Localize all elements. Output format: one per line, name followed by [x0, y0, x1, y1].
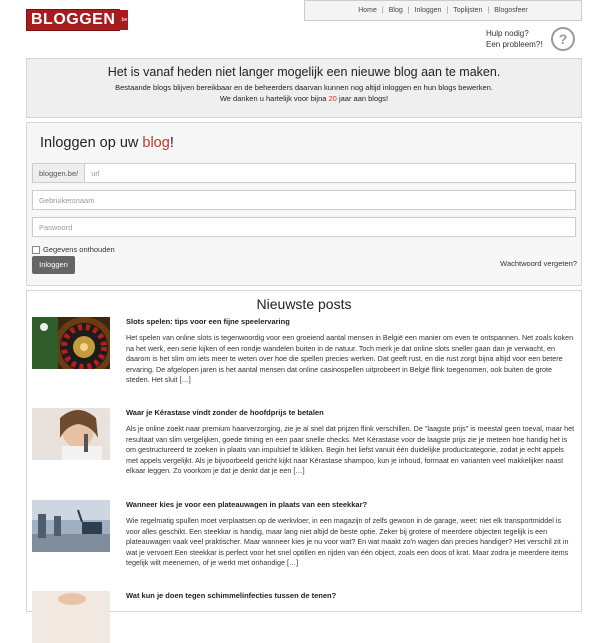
url-prefix: bloggen.be/ — [33, 164, 85, 182]
nav-blog-link[interactable]: Blog — [388, 7, 403, 14]
remember-checkbox[interactable] — [32, 246, 40, 254]
password-placeholder: Paswoord — [39, 222, 73, 232]
login-title-blog: blog — [142, 135, 170, 151]
username-input[interactable] — [32, 190, 576, 210]
login-title — [40, 135, 174, 151]
nav-separator: | — [381, 7, 384, 14]
notice-box — [26, 58, 582, 118]
post-title[interactable]: Wanneer kies je voor een plateauwagen in plaats van een steekkar? — [126, 500, 368, 509]
remember-me[interactable] — [32, 245, 115, 254]
help-link[interactable] — [486, 28, 542, 50]
login-title-start: Inloggen op uw — [40, 135, 143, 151]
help-line-2: Een probleem?! — [486, 40, 543, 49]
post-excerpt: Als je online zoekt naar premium haarverzorging, zie je al snel dat prijzen flink verschillen. De "laagste prijs" is meestal geen toeval, maar het resultaat van slim vergelijken, goede timing en een paar snelle checks. Met Kérastase voor de laagste prijs zie je meteen hoe handig het is om gestructureerd te zoeken in plaats van impulsief te klikken. Begin het liefst vanuit één duidelijke productcategorie, zodat je echt appels met appels vergelijkt. Als je bijvoorbeeld gericht kijkt naar Kérastase shampoo, kun je inhoud, formaat en varianten veel makkelijker naast elkaar leggen. Zo voorkom je dat je denkt dat je een […] — [126, 424, 575, 475]
nav-home-link[interactable]: Home — [358, 7, 377, 14]
login-panel — [26, 122, 582, 286]
nav-blogosphere-link[interactable]: Blogosfeer — [494, 7, 528, 14]
notice-line-2-end: jaar aan blogs! — [336, 94, 389, 103]
login-button[interactable]: Inloggen — [32, 256, 75, 274]
logo-suffix: .be — [119, 10, 128, 30]
nav-toplists-link[interactable]: Toplijsten — [453, 7, 483, 14]
site-logo[interactable] — [26, 10, 128, 30]
latest-posts — [26, 290, 582, 612]
question-icon[interactable]: ? — [551, 27, 575, 51]
nav-separator: | — [487, 7, 490, 14]
url-input[interactable]: url — [91, 168, 100, 178]
username-placeholder: Gebruikersnaam — [39, 195, 95, 205]
notice-line-2-start: We danken u hartelijk voor bijna — [219, 94, 329, 103]
post-excerpt: Het spelen van online slots is tegenwoordig voor een groeiend aantal mensen in België een manier om even te ontspannen. Net zoals koken na het werk, een serie kijken of een rondje wandelen buiten in de natuur. Toch merk je dat online slots sneller gaan dan je verwacht, en daarom is het slim om iets meer te weten over hoe die spellen precies werken. Dat geeft rust, en die rust zorgt bijna altijd voor een betere ervaring. De afgelopen jaren is het aantal mensen dat online casinospellen uitprobeert in België flink toegenomen, ook buiten de grote steden. Het sluit […] — [126, 333, 574, 384]
notice-line-1: Bestaande blogs blijven bereikbaar en de beheerders daarvan kunnen nog altijd inloggen en hun blogs bewerken. — [115, 83, 493, 92]
post-thumbnail-haircare[interactable] — [32, 408, 110, 460]
post-thumbnail-warehouse[interactable] — [32, 500, 110, 552]
post-thumbnail-feet[interactable] — [32, 591, 110, 643]
post-excerpt: Wie regelmatig spullen moet verplaatsen op de werkvloer, in een magazijn of zelfs gewoon in de garage, weet: niet elk transportmiddel is voor alles geschikt. Een steekkar is handig, maar lang niet altijd de beste optie. Zeker bij grotere of meerdere objecten tegelijk is een plateauwagen vaak veel praktischer. Maar wanneer kies je nu voor wat? En wat maakt zo'n wagen dan precies handiger? Het verschil zit in wat je vervoert Een steekkar is perfect voor het snel optillen en rijden van één object, zoals een doos of krat. Maar zodra je meerdere items tegelijk wilt meenemen, of je werkt met onhandige […] — [126, 516, 569, 567]
post-title[interactable]: Wat kun je doen tegen schimmelinfecties tussen de tenen? — [126, 591, 337, 600]
forgot-password-link[interactable]: Wachtwoord vergeten? — [500, 259, 577, 268]
remember-label: Gegevens onthouden — [43, 245, 115, 254]
blog-url-field[interactable] — [32, 163, 576, 183]
notice-years: 20 — [328, 94, 337, 103]
top-navigation — [304, 0, 582, 21]
password-input[interactable] — [32, 217, 576, 237]
nav-separator: | — [446, 7, 449, 14]
post-thumbnail-roulette[interactable] — [32, 317, 110, 369]
nav-login-link[interactable]: Inloggen — [414, 7, 442, 14]
login-title-end: ! — [169, 135, 174, 151]
post-title[interactable]: Waar je Kérastase vindt zonder de hoofdprijs te betalen — [126, 408, 324, 417]
posts-heading: Nieuwste posts — [256, 296, 352, 312]
help-line-1: Hulp nodig? — [486, 29, 529, 38]
notice-title: Het is vanaf heden niet langer mogelijk een nieuwe blog aan te maken. — [107, 65, 501, 79]
post-title[interactable]: Slots spelen: tips voor een fijne speelervaring — [126, 317, 290, 326]
nav-separator: | — [407, 7, 410, 14]
notice-line-2 — [27, 94, 581, 103]
logo-text: BLOGGEN — [26, 9, 120, 31]
